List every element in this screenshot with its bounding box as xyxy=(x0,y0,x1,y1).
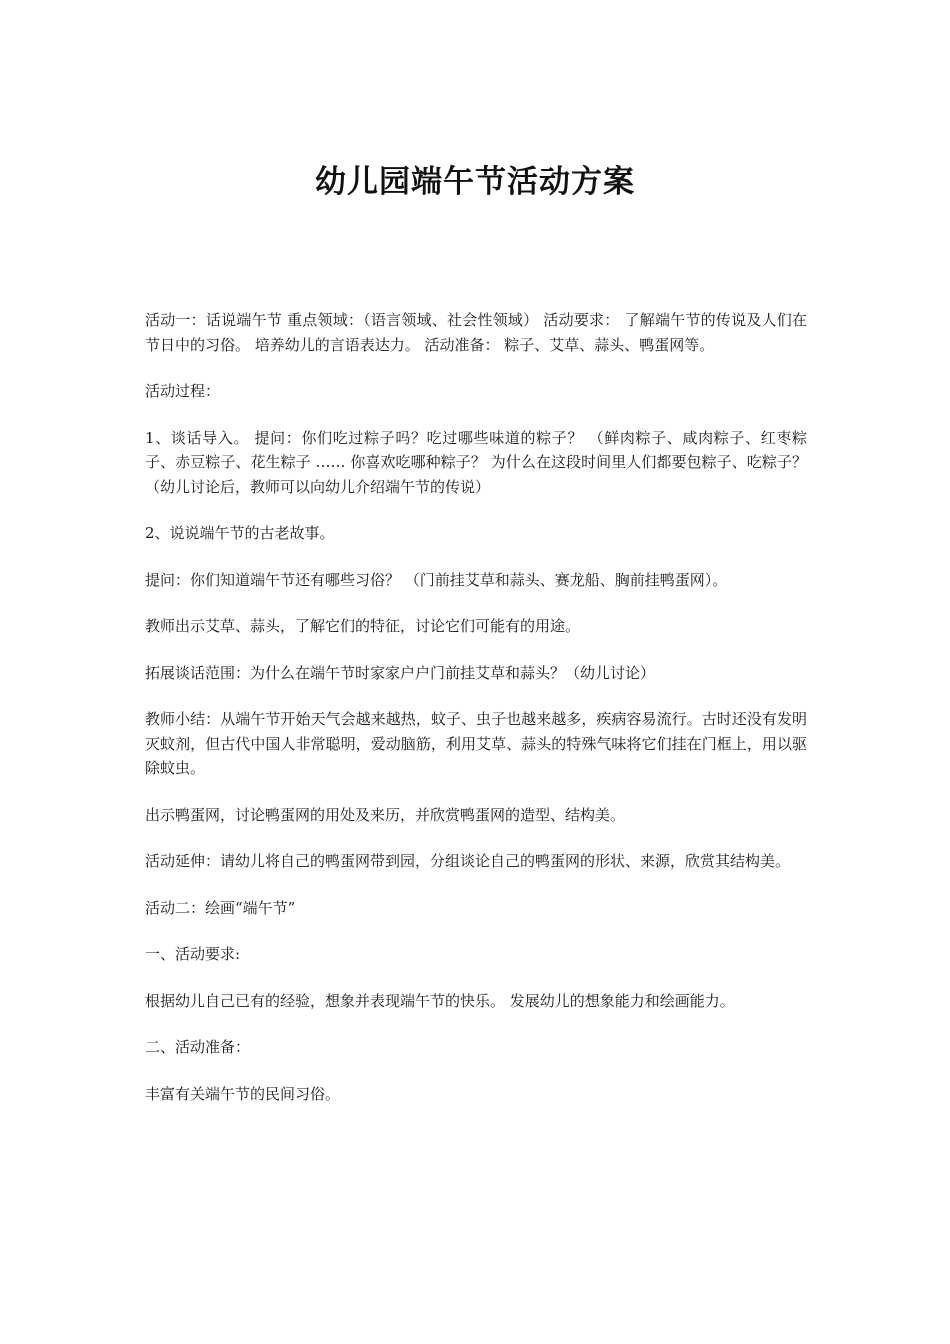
paragraph-activity-extension: 活动延伸：请幼儿将自己的鸭蛋网带到园，分组谈论自己的鸭蛋网的形状、来源，欣赏其结构美。 xyxy=(145,852,791,870)
paragraph-customs-question: 提问：你们知道端午节还有哪些习俗？ （门前挂艾草和蒜头、赛龙船、胸前挂鸭蛋网）。 xyxy=(145,570,728,589)
paragraph-preparation-body: 丰富有关端午节的民间习俗。 xyxy=(145,1084,341,1103)
paragraph-conversation-intro: 1、谈话导入。 提问：你们吃过粽子吗？吃过哪些味道的粽子？ （鲜肉粽子、咸肉粽子、红枣粽子、赤豆粽子、花生粽子 …… 你喜欢吃哪种粽子？ 为什么在这段时间里人们都要包粽子、吃粽子？ （幼儿讨论后，教师可以向幼儿介绍端午节的传说） xyxy=(145,428,807,496)
paragraph-ancient-story: 2、说说端午节的古老故事。 xyxy=(145,524,335,542)
paragraph-requirements-heading: 一、活动要求: xyxy=(145,945,241,963)
document-title: 幼儿园端午节活动方案 xyxy=(315,164,635,200)
paragraph-preparation-heading: 二、活动准备： xyxy=(145,1038,251,1056)
paragraph-activity-one-intro: 活动一：话说端午节 重点领域：（语言领域、社会性领域） 活动要求： 了解端午节的传说及人们在节日中的习俗。 培养幼儿的言语表达力。 活动准备： 粽子、艾草、蒜头、鸭蛋网等。 xyxy=(145,311,807,354)
paragraph-extend-discussion: 拓展谈话范围：为什么在端午节时家家户户门前挂艾草和蒜头？（幼儿讨论） xyxy=(145,663,656,682)
document-body xyxy=(145,308,807,1128)
paragraph-activity-process-heading: 活动过程： xyxy=(145,382,221,400)
paragraph-teacher-shows: 教师出示艾草、蒜头，了解它们的特征，讨论它们可能有的用途。 xyxy=(145,617,581,635)
paragraph-duck-egg-net: 出示鸭蛋网，讨论鸭蛋网的用处及来历，并欣赏鸭蛋网的造型、结构美。 xyxy=(145,805,626,824)
paragraph-activity-two-heading: 活动二：绘画“端午节” xyxy=(145,898,296,917)
paragraph-requirements-body: 根据幼儿自己已有的经验，想象并表现端午节的快乐。 发展幼儿的想象能力和绘画能力。 xyxy=(145,991,735,1010)
paragraph-teacher-summary: 教师小结：从端午节开始天气会越来越热，蚊子、虫子也越来越多，疾病容易流行。古时还没有发明灭蚊剂，但古代中国人非常聪明，爱动脑筋，利用艾草、蒜头的特殊气味将它们挂在门框上，用以驱除蚊虫。 xyxy=(145,710,807,777)
